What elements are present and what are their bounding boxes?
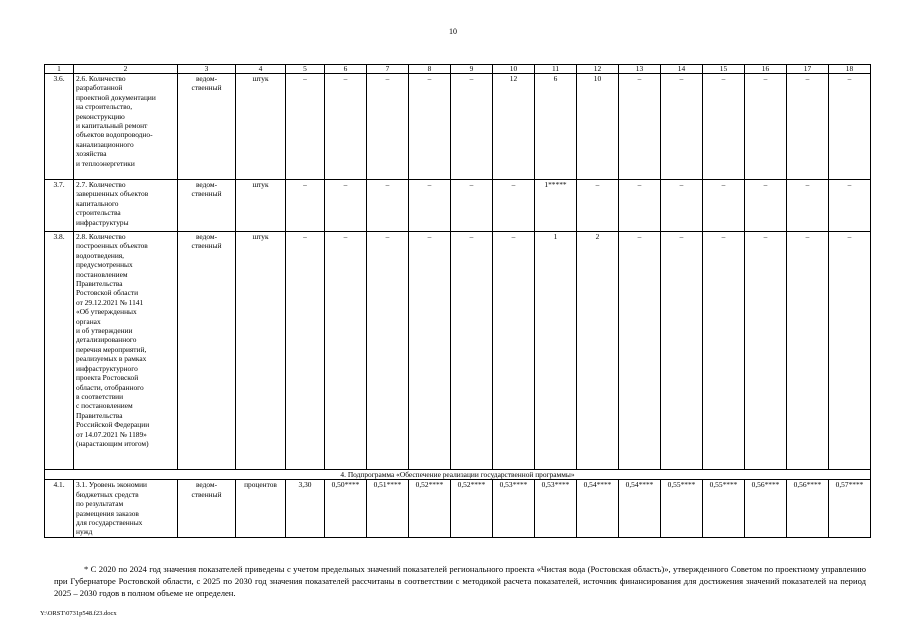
value-cell: – — [325, 74, 367, 180]
table-header-row — [45, 65, 871, 74]
unit-cell: процентов — [236, 480, 286, 538]
indicator-name-cell: 3.1. Уровень экономии бюджетных средств по результатам размещения заказов для государственных нужд — [74, 480, 178, 538]
section-row — [45, 470, 871, 480]
table-row — [45, 74, 871, 180]
indicator-type-cell: ведом- ственный — [178, 74, 236, 180]
header-cell: 6 — [325, 65, 367, 74]
value-cell: 0,55**** — [661, 480, 703, 538]
section-title: 4. Подпрограмма «Обеспечение реализации государственной программы» — [45, 470, 871, 480]
value-cell: – — [745, 180, 787, 232]
value-cell: – — [829, 232, 871, 470]
value-cell: – — [451, 180, 493, 232]
row-number-cell: 3.8. — [45, 232, 74, 470]
row-number-cell: 3.7. — [45, 180, 74, 232]
value-cell: – — [409, 232, 451, 470]
value-cell: – — [661, 180, 703, 232]
header-cell: 8 — [409, 65, 451, 74]
value-cell: – — [829, 180, 871, 232]
value-cell: 1 — [535, 232, 577, 470]
value-cell: – — [787, 232, 829, 470]
indicator-name-cell: 2.8. Количество построенных объектов водоотведения, предусмотренных постановлением Правительства Ростовской области от 29.12.2021 № 1141 «Об утвержденных органах и об утверждении детализированного перечня мероприятий, реализуемых в рамках инфраструктурного проекта Ростовской области, отобранного в соответствии с постановлением Правительства Российской Федерации от 14.07.2021 № 1189» (нарастающим итогом) — [74, 232, 178, 470]
value-cell: – — [745, 232, 787, 470]
value-cell: – — [286, 180, 325, 232]
table-row — [45, 180, 871, 232]
value-cell: – — [829, 74, 871, 180]
value-cell: – — [661, 232, 703, 470]
value-cell: 0,54**** — [577, 480, 619, 538]
value-cell: – — [451, 232, 493, 470]
header-cell: 4 — [236, 65, 286, 74]
indicator-name-cell: 2.6. Количество разработанной проектной документации на строительство, реконструкцию и капитальный ремонт объектов водопроводно- канализационного хозяйства и теплоэнергетики — [74, 74, 178, 180]
value-cell: – — [703, 74, 745, 180]
value-cell: 0,56**** — [745, 480, 787, 538]
value-cell: 0,50**** — [325, 480, 367, 538]
value-cell: – — [286, 74, 325, 180]
value-cell: – — [367, 74, 409, 180]
value-cell: – — [451, 74, 493, 180]
value-cell: 0,53**** — [493, 480, 535, 538]
value-cell: 3,30 — [286, 480, 325, 538]
unit-cell: штук — [236, 74, 286, 180]
header-cell: 10 — [493, 65, 535, 74]
value-cell: – — [619, 74, 661, 180]
unit-cell: штук — [236, 180, 286, 232]
value-cell: 12 — [493, 74, 535, 180]
value-cell: – — [493, 180, 535, 232]
header-cell: 9 — [451, 65, 493, 74]
header-cell: 1 — [45, 65, 74, 74]
value-cell: 0,52**** — [409, 480, 451, 538]
value-cell: – — [577, 180, 619, 232]
value-cell: 0,55**** — [703, 480, 745, 538]
header-cell: 14 — [661, 65, 703, 74]
value-cell: – — [619, 232, 661, 470]
value-cell: – — [661, 74, 703, 180]
value-cell: – — [787, 180, 829, 232]
header-cell: 13 — [619, 65, 661, 74]
unit-cell: штук — [236, 232, 286, 470]
indicator-name-cell: 2.7. Количество завершенных объектов капитального строительства инфраструктуры — [74, 180, 178, 232]
value-cell: – — [367, 180, 409, 232]
file-path: Y:\ORST\0731p548.f23.docx — [40, 610, 117, 617]
value-cell: 0,53**** — [535, 480, 577, 538]
header-cell: 18 — [829, 65, 871, 74]
header-cell: 11 — [535, 65, 577, 74]
header-cell: 17 — [787, 65, 829, 74]
value-cell: – — [325, 232, 367, 470]
value-cell: – — [703, 180, 745, 232]
value-cell: – — [703, 232, 745, 470]
row-number-cell: 4.1. — [45, 480, 74, 538]
value-cell: – — [325, 180, 367, 232]
row-number-cell: 3.6. — [45, 74, 74, 180]
footnote: * С 2020 по 2024 год значения показателей приведены с учетом предельных значений показателей регионального проекта «Чистая вода (Ростовская область)», утвержденного Советом по проектному управлению при Губернаторе Ростовской области, с 2025 по 2030 год значения показателей рассчитаны в соответствии с методикой расчета показателей, источник финансирования для достижения значений показателей на период 2025 – 2030 годов в полном объеме не определен. — [54, 564, 866, 599]
value-cell: – — [619, 180, 661, 232]
value-cell: – — [286, 232, 325, 470]
value-cell: – — [367, 232, 409, 470]
value-cell: 0,56**** — [787, 480, 829, 538]
header-cell: 2 — [74, 65, 178, 74]
page-number: 10 — [449, 27, 457, 36]
indicators-table — [44, 64, 871, 538]
value-cell: – — [409, 180, 451, 232]
table-row — [45, 480, 871, 538]
value-cell: 6 — [535, 74, 577, 180]
indicator-type-cell: ведом- ственный — [178, 480, 236, 538]
value-cell: – — [409, 74, 451, 180]
value-cell: 0,51**** — [367, 480, 409, 538]
header-cell: 3 — [178, 65, 236, 74]
value-cell: – — [745, 74, 787, 180]
value-cell: 10 — [577, 74, 619, 180]
indicator-type-cell: ведом- ственный — [178, 180, 236, 232]
value-cell: 0,57**** — [829, 480, 871, 538]
header-cell: 15 — [703, 65, 745, 74]
value-cell: 1***** — [535, 180, 577, 232]
header-cell: 5 — [286, 65, 325, 74]
header-cell: 12 — [577, 65, 619, 74]
value-cell: 0,52**** — [451, 480, 493, 538]
table-row — [45, 232, 871, 470]
indicator-type-cell: ведом- ственный — [178, 232, 236, 470]
header-cell: 16 — [745, 65, 787, 74]
value-cell: – — [787, 74, 829, 180]
value-cell: 2 — [577, 232, 619, 470]
value-cell: 0,54**** — [619, 480, 661, 538]
header-cell: 7 — [367, 65, 409, 74]
value-cell: – — [493, 232, 535, 470]
